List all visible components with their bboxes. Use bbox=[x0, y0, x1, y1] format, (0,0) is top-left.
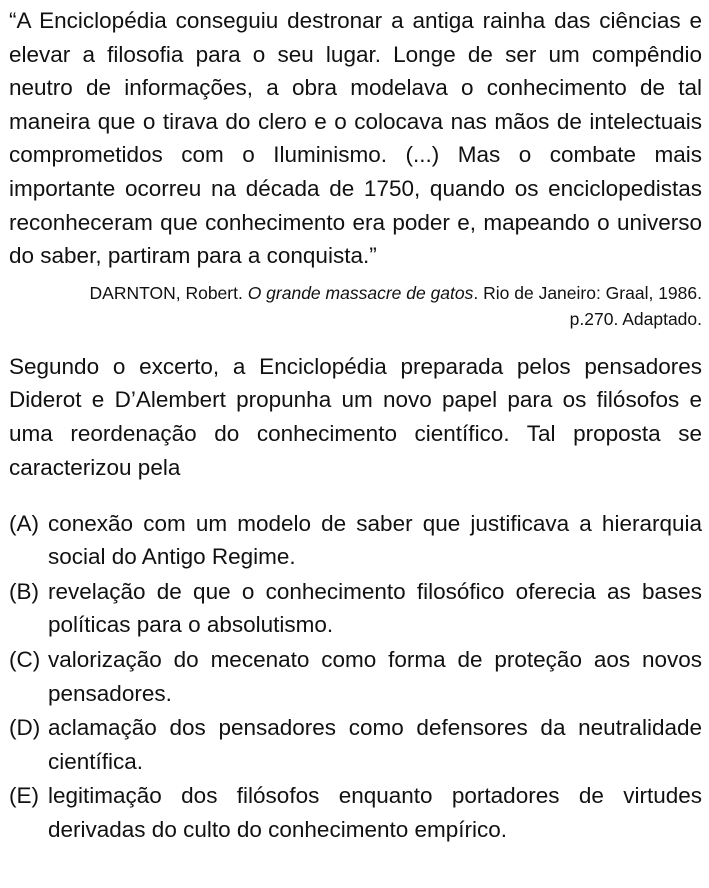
question-stem: Segundo o excerto, a Enciclopédia preparada pelos pensadores Diderot e D’Alembert propunha um novo papel para os filósofos e uma reordenação do conhecimento científico. Tal proposta se caracterizou pela bbox=[9, 353, 702, 480]
option-letter: (C) bbox=[9, 647, 41, 672]
option-text: valorização do mecenato como forma de proteção aos novos pensadores. bbox=[48, 647, 702, 706]
option-letter: (B) bbox=[9, 578, 39, 604]
option-text: revelação de que o conhecimento filosófico oferecia as bases políticas para o absolutismo. bbox=[48, 578, 702, 638]
option-text: legitimação dos filósofos enquanto portadores de virtudes derivadas do culto do conhecimento empírico. bbox=[48, 783, 702, 842]
citation-line bbox=[9, 280, 702, 306]
option-a[interactable] bbox=[9, 507, 702, 574]
answer-options bbox=[9, 507, 702, 847]
document-page bbox=[9, 4, 702, 848]
option-text: conexão com um modelo de saber que justificava a hierarquia social do Antigo Regime. bbox=[48, 510, 702, 570]
option-b[interactable] bbox=[9, 575, 702, 642]
option-text: aclamação dos pensadores como defensores da neutralidade científica. bbox=[48, 715, 702, 774]
option-letter: (A) bbox=[9, 510, 39, 536]
citation-pages: p.270. Adaptado. bbox=[569, 308, 702, 329]
citation bbox=[9, 280, 702, 332]
citation-author: DARNTON, Robert. bbox=[89, 282, 248, 303]
option-letter: (D) bbox=[9, 715, 41, 741]
citation-publisher: . Rio de Janeiro: Graal, 1986. bbox=[473, 282, 702, 303]
option-d[interactable] bbox=[9, 711, 702, 778]
option-e[interactable] bbox=[9, 779, 702, 846]
quote-paragraph: “A Enciclopédia conseguiu destronar a antiga rainha das ciências e elevar a filosofia para o seu lugar. Longe de ser um compêndio neutro de informações, a obra modelava o conhecimento de tal maneira que o tirava do clero e o colocava nas mãos de intelectuais comprometidos com o Iluminismo. (...) Mas o combate mais importante ocorreu na década de 1750, quando os enciclopedistas reconheceram que conhecimento era poder e, mapeando o universo do saber, partiram para a conquista.” bbox=[9, 8, 702, 269]
citation-title: O grande massacre de gatos bbox=[247, 282, 474, 303]
option-c[interactable] bbox=[9, 643, 702, 710]
option-letter: (E) bbox=[9, 783, 39, 809]
